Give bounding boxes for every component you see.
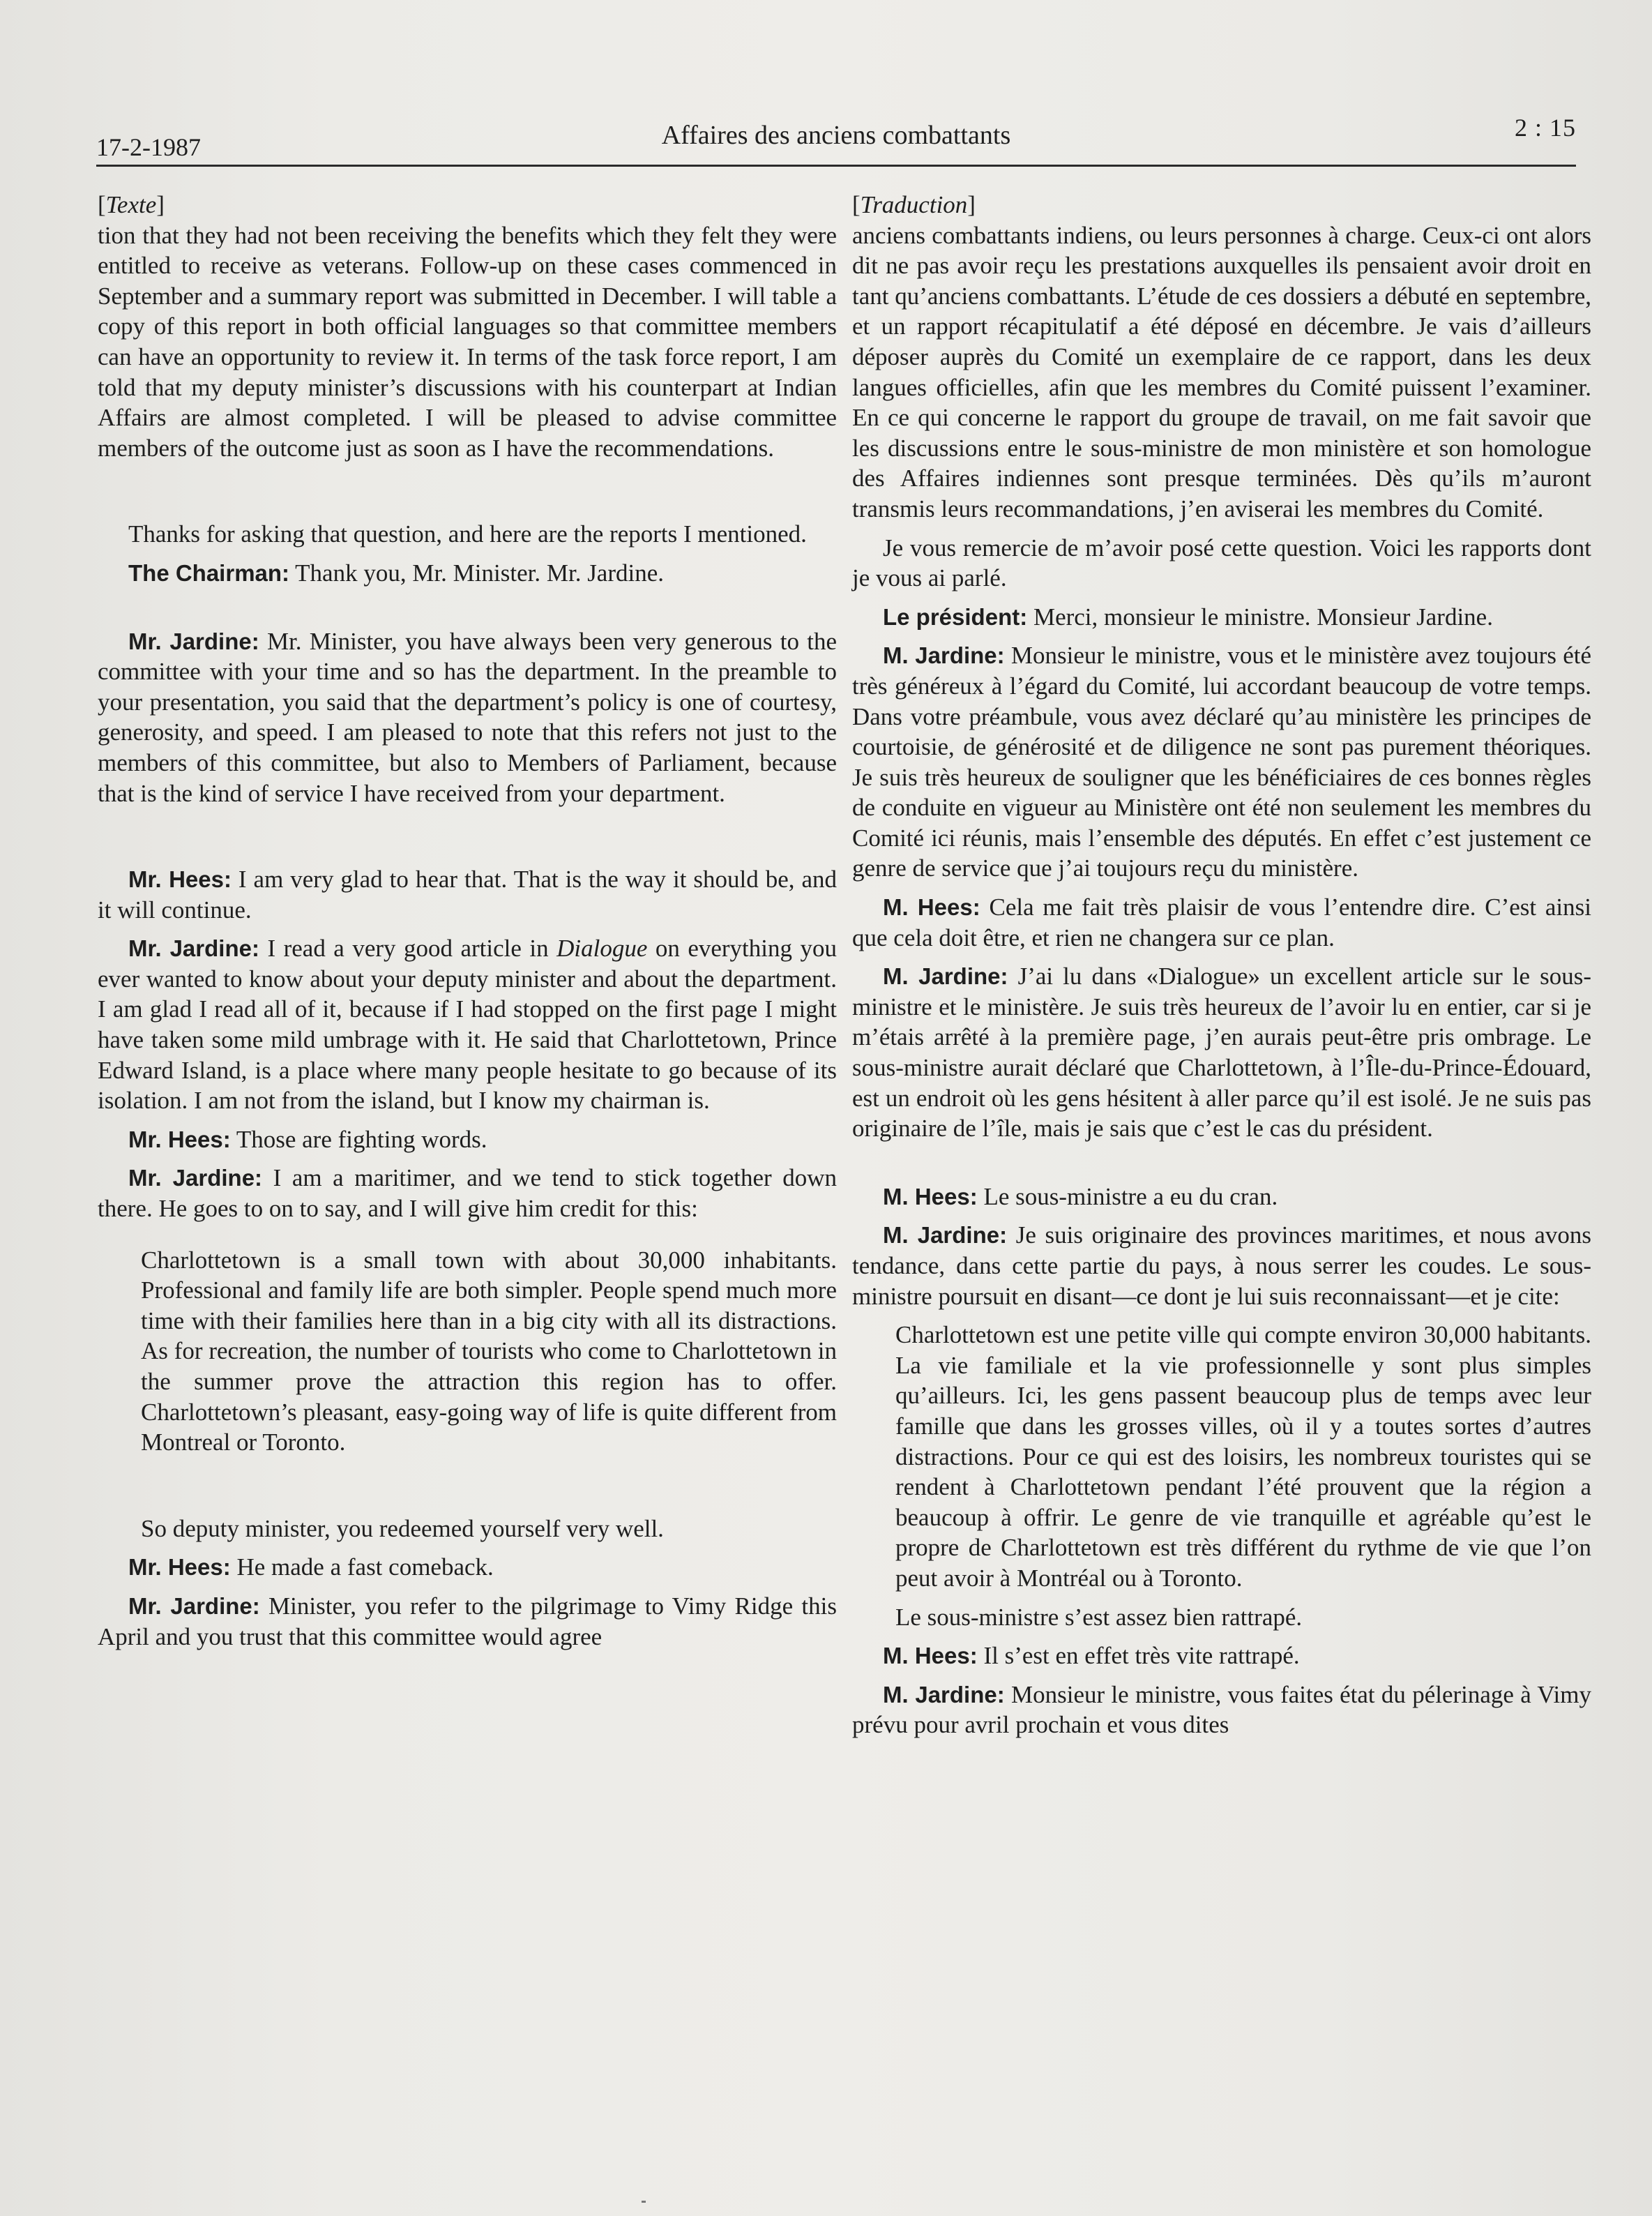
- speaker-name: M. Jardine:: [883, 963, 1008, 990]
- section-label-english: [Texte]: [98, 191, 165, 218]
- speaker-name: The Chairman:: [128, 559, 290, 586]
- speaker-name: Mr. Jardine:: [128, 1165, 263, 1191]
- speaker-name: M. Jardine:: [883, 1681, 1005, 1708]
- speaker-name: M. Hees:: [883, 1183, 978, 1209]
- paragraph: M. Jardine: Monsieur le ministre, vous et le ministère avez toujours été très généreux à l’égard du Comité, lui accordant beaucoup de votre temps. Dans votre préambule, vous avez déclaré qu’au ministère les principes de courtoisie, de générosité et de diligence ne sont pas purement théoriques. Je suis très heureux de souligner que les bénéficiaires de ces bonnes règles de conduite en vigueur au Ministère ont été non seulement les membres du Comité ici réunis, mais l’ensemble des députés. En effet c’est justement ce genre de service que j’ai toujours reçu du ministère.: [852, 642, 1592, 882]
- section-label-french: [Traduction]: [852, 191, 976, 218]
- speaker-name: Mr. Jardine:: [128, 935, 259, 962]
- paragraph: M. Hees: Le sous-ministre a eu du cran.: [883, 1182, 1278, 1210]
- speaker-name: Mr. Jardine:: [128, 1592, 260, 1619]
- paragraph: M. Jardine: J’ai lu dans «Dialogue» un excellent article sur le sous-ministre et le ministère. Je suis très heureux de l’avoir lu en entier, car si je m’étais arrêté à la première page, j’en aurais peut-être pris ombrage. Le sous-ministre aurait déclaré que Charlottetown, à l’Île-du-Prince-Édouard, est un endroit où les gens hésitent à aller parce qu’il est isolé. Je ne suis pas originaire de l’île, mais je sais que c’est le cas du président.: [852, 963, 1591, 1143]
- paragraph: Mr. Hees: He made a fast comeback.: [128, 1553, 494, 1581]
- page-header: [96, 112, 1576, 167]
- paragraph: M. Jardine: Monsieur le ministre, vous faites état du pélerinage à Vimy prévu pour avril prochain et vous dites: [852, 1680, 1592, 1739]
- speaker-name: Mr. Hees:: [128, 1126, 231, 1152]
- paragraph: Mr. Jardine: I am a maritimer, and we tend to stick together down there. He goes to on to say, and I will give him credit for this:: [98, 1164, 837, 1223]
- speaker-name: M. Hees:: [883, 894, 980, 921]
- paragraph: Mr. Hees: Those are fighting words.: [128, 1125, 487, 1153]
- paragraph: tion that they had not been receiving the benefits which they felt they were entitled to receive as veterans. Follow-up on these cases commenced in September and a summary report was submitted in December. I will table a copy of this report in both official languages so that committee members can have an opportunity to review it. In terms of the task force report, I am told that my deputy minister’s discussions with his counterpart at Indian Affairs are almost completed. I will be pleased to advise committee members of the outcome just as soon as I have the recommendations.: [98, 221, 837, 462]
- block-quote: Charlottetown is a small town with about 30,000 inhabitants. Professional and family life are both simpler. People spend much more time with their families here than in a big city with all its distractions. As for recreation, the number of tourists who come to Charlottetown in the summer prove the attraction this region has to offer. Charlottetown’s pleasant, easy-going way of life is quite different from Montreal or Toronto.: [141, 1246, 837, 1456]
- header-page-number: 2 : 15: [1514, 114, 1576, 142]
- french-column: [852, 190, 1591, 1740]
- paragraph: M. Jardine: Je suis originaire des provinces maritimes, et nous avons tendance, dans cette partie du pays, à nous serrer les coudes. Le sous-ministre poursuit en disant—ce dont je lui suis reconnaissant—et je cite:: [852, 1221, 1591, 1310]
- paragraph: Mr. Hees: I am very glad to hear that. That is the way it should be, and it will continue.: [98, 866, 838, 924]
- paragraph: The Chairman: Thank you, Mr. Minister. Mr. Jardine.: [128, 559, 665, 587]
- paragraph: Thanks for asking that question, and here are the reports I mentioned.: [128, 520, 807, 548]
- speaker-name: M. Jardine:: [883, 642, 1005, 669]
- header-rule: [96, 165, 1576, 167]
- paragraph: Mr. Jardine: Minister, you refer to the pilgrimage to Vimy Ridge this April and you trust that this committee would agree: [98, 1592, 837, 1650]
- speaker-name: M. Hees:: [883, 1643, 978, 1669]
- paragraph: anciens combattants indiens, ou leurs personnes à charge. Ceux-ci ont alors dit ne pas avoir reçu les prestations auxquelles ils pensaient avoir droit en tant qu’anciens combattants. L’étude de ces dossiers a débuté en septembre, et un rapport récapitulatif a été déposé en décembre. Je vais d’ailleurs déposer auprès du Comité un exemplaire de ce rapport, dans les deux langues officielles, afin que les membres du Comité puissent l’examiner. En ce qui concerne le rapport du groupe de travail, on me fait savoir que les discussions entre le sous-ministre de mon ministère et son homologue des Affaires indiennes sont presque terminées. Dès qu’ils m’auront transmis leurs recommandations, j’en aviserai les membres du Comité.: [852, 221, 1592, 522]
- speaker-name: Mr. Hees:: [128, 866, 232, 893]
- block-quote: Charlottetown est une petite ville qui compte environ 30,000 habitants. La vie familiale et la vie professionnelle y sont plus simples qu’ailleurs. Ici, les gens passent beaucoup plus de temps avec leur famille que dans les grosses villes, où il y a toutes sortes d’autres distractions. Pour ce qui est des loisirs, les nombreux touristes qui se rendent à Charlottetown pendant l’été prouvent que la région a beaucoup à offrir. Le genre de vie tranquille et agréable qu’est le propre de Charlottetown est très différent du rythme de vie que l’on peut avoir à Montréal ou à Toronto.: [895, 1321, 1591, 1592]
- page-mark: [642, 2201, 646, 2203]
- header-date: 17-2-1987: [96, 133, 201, 161]
- paragraph: Mr. Jardine: I read a very good article in Dialogue on everything you ever wanted to know about your deputy minister and about the department. I am glad I read all of it, because if I had stopped on the first page I might have taken some mild umbrage with it. He said that Charlottetown, Prince Edward Island, is a place where many people hesitate to go because of its isolation. I am not from the island, but I know my chairman is.: [98, 935, 837, 1115]
- paragraph: Je vous remercie de m’avoir posé cette question. Voici les rapports dont je vous ai parlé.: [852, 534, 1591, 592]
- header-title: Affaires des anciens combattants: [661, 121, 1011, 150]
- english-column: [98, 190, 837, 1652]
- paragraph: M. Hees: Cela me fait très plaisir de vous l’entendre dire. C’est ainsi que cela doit être, et rien ne changera sur ce plan.: [852, 894, 1591, 951]
- speaker-name: Mr. Jardine:: [128, 628, 259, 654]
- paragraph: M. Hees: Il s’est en effet très vite rattrapé.: [883, 1642, 1300, 1670]
- speaker-name: M. Jardine:: [883, 1222, 1008, 1249]
- paragraph: Le président: Merci, monsieur le ministre. Monsieur Jardine.: [883, 603, 1493, 631]
- paragraph: Le sous-ministre s’est assez bien rattrapé.: [895, 1603, 1303, 1631]
- speaker-name: Le président:: [883, 603, 1028, 630]
- paragraph: So deputy minister, you redeemed yourself very well.: [141, 1514, 664, 1542]
- paragraph: Mr. Jardine: Mr. Minister, you have always been very generous to the committee with your time and so has the department. In the preamble to your presentation, you said that the department’s policy is one of courtesy, generosity, and speed. I am pleased to note that this refers not just to the members of this committee, but also to Members of Parliament, because that is the kind of service I have received from your department.: [98, 627, 837, 807]
- speaker-name: Mr. Hees:: [128, 1554, 231, 1581]
